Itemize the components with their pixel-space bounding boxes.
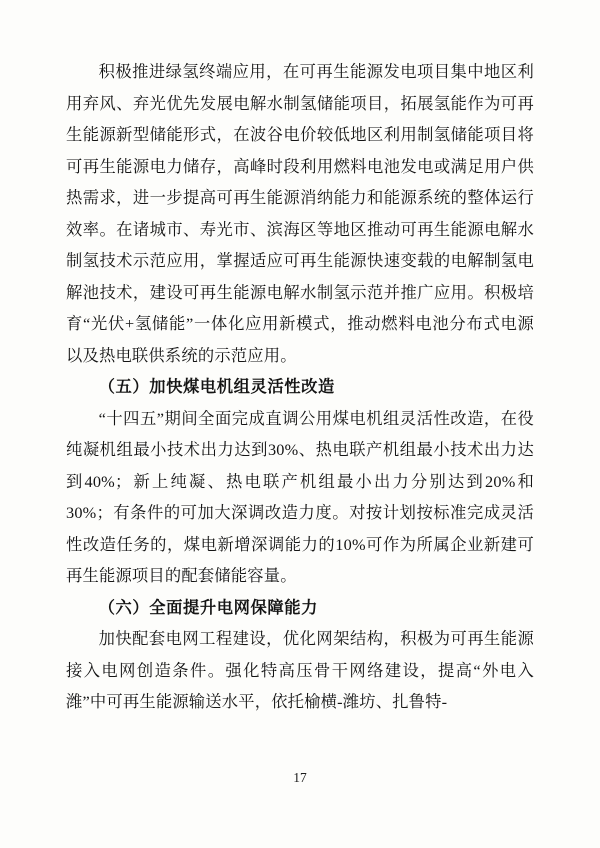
paragraph-green-hydrogen: 积极推进绿氢终端应用，在可再生能源发电项目集中地区利用弃风、弃光优先发展电解水制氢储能项目，拓展氢能作为可再生能源新型储能形式，在波谷电价较低地区利用制氢储能项目将可再生能源电力储存，高峰时段利用燃料电池发电或满足用户供热需求，进一步提高可再生能源消纳能力和能源系统的整体运行效率。在诸城市、寿光市、滨海区等地区推动可再生能源电解水制氢技术示范应用，掌握适应可再生能源快速变载的电解制氢电解池技术，建设可再生能源电解水制氢示范并推广应用。积极培育“光伏+氢储能”一体化应用新模式，推动燃料电池分布式电源以及热电联供系统的示范应用。: [66, 62, 534, 365]
document-body: [66, 56, 534, 718]
heading-section-six: （六）全面提升电网保障能力: [98, 597, 319, 617]
heading-section-five: （五）加快煤电机组灵活性改造: [98, 377, 335, 396]
paragraph-grid-capability: 加快配套电网工程建设，优化网架结构，积极为可再生能源接入电网创造条件。强化特高压骨干网络建设，提高“外电入潍”中可再生能源输送水平，依托榆横-潍坊、扎鲁特-: [66, 629, 534, 711]
page-number: 17: [293, 770, 307, 785]
paragraph-coal-power-flexibility: “十四五”期间全面完成直调公用煤电机组灵活性改造，在役纯凝机组最小技术出力达到30%、热电联产机组最小技术出力达到40%；新上纯凝、热电联产机组最小出力分别达到20%和30%；有条件的可加大深调改造力度。对按计划按标准完成灵活性改造任务的，煤电新增深调能力的10%可作为所属企业新建可再生能源项目的配套储能容量。: [66, 408, 534, 585]
